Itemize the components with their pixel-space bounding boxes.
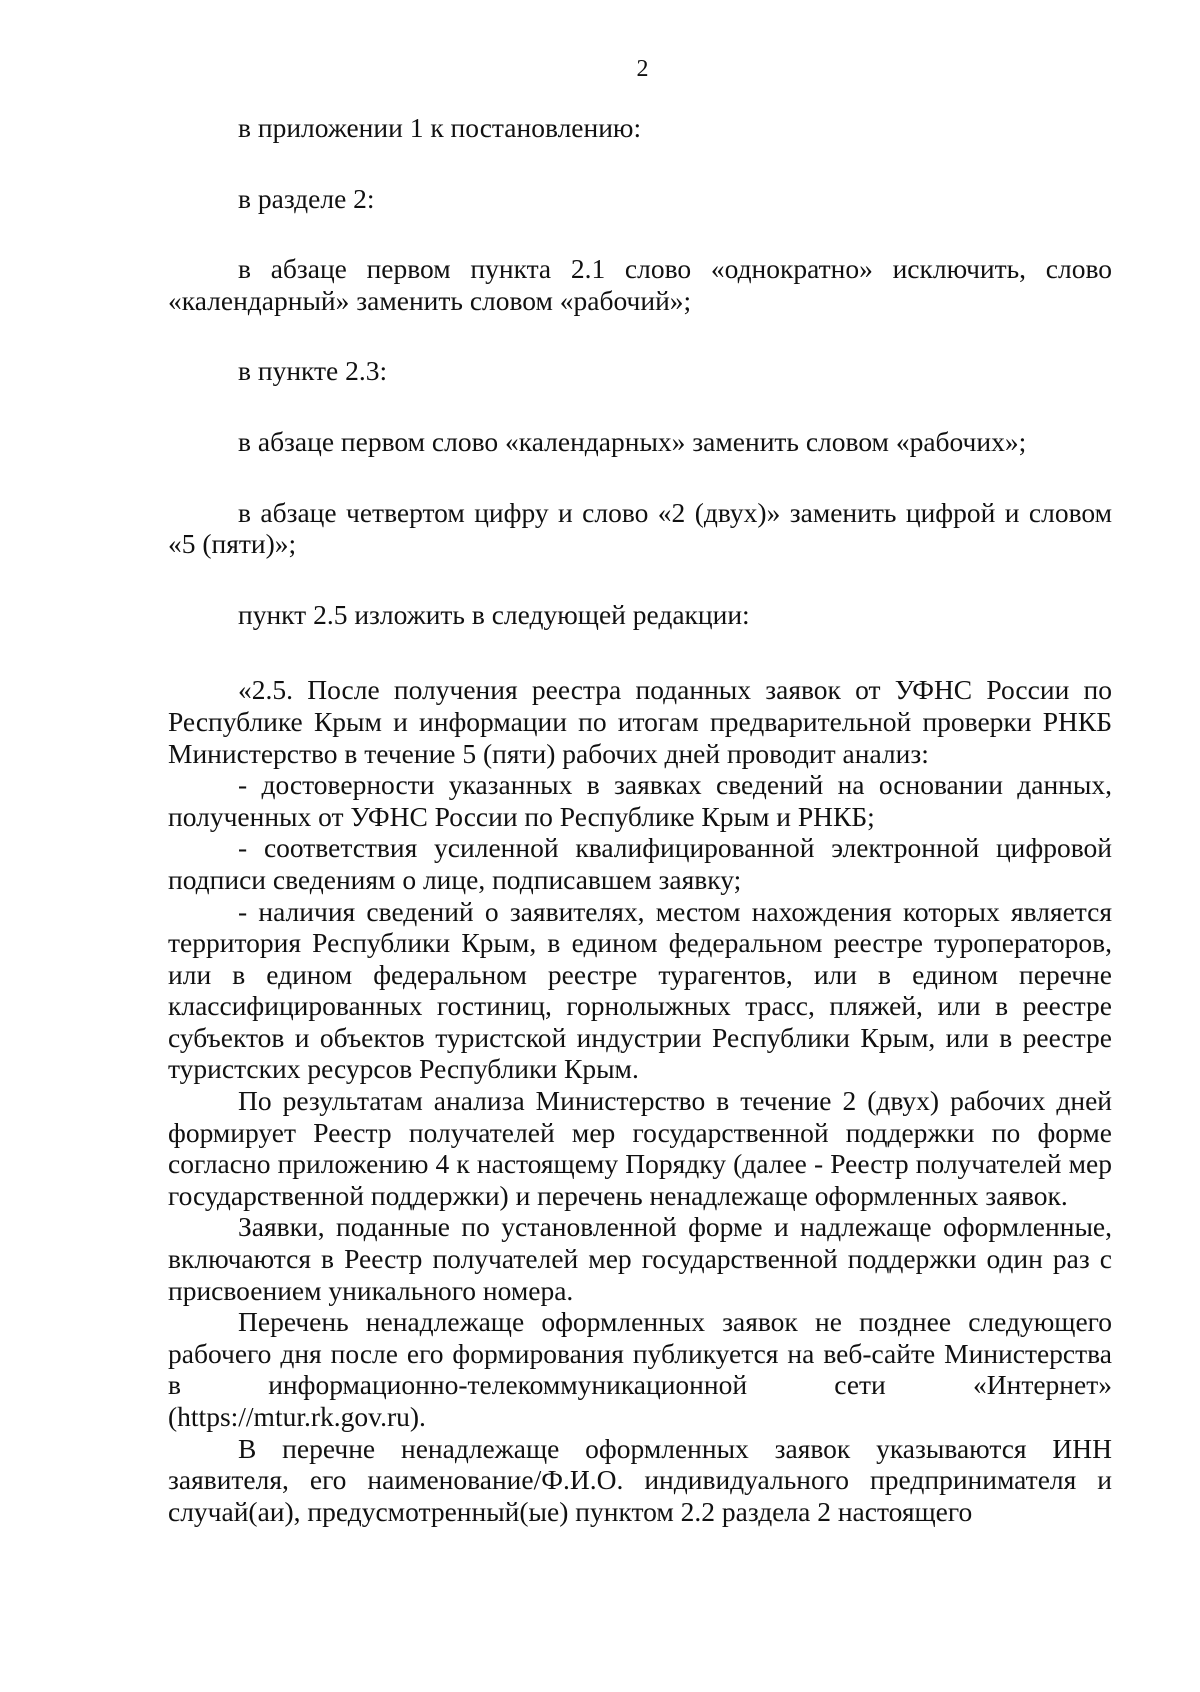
paragraph-appendix-intro: в приложении 1 к постановлению: xyxy=(238,112,642,143)
list-item-registry: - наличия сведений о заявителях, местом нахождения которых является территория Республики Крым, в едином федеральном реестре туроператоров, или в едином федеральном реестре турагентов, или в едином перечне классифицированных гостиниц, горнолыжных трасс, пляжей, или в реестре субъектов и объектов туристской индустрии Республики Крым, или в реестре туристских ресурсов Республики Крым. xyxy=(168,895,1112,1085)
list-item-signature: - соответствия усиленной квалифицированной электронной цифровой подписи сведениям о лице, подписавшем заявку; xyxy=(168,832,1112,895)
paragraph-clause-2-3: в пункте 2.3: xyxy=(238,355,388,387)
paragraph-clause-2-3-first: в абзаце первом слово «календарных» заменить словом «рабочих»; xyxy=(238,425,1027,457)
paragraph-applications-included: Заявки, поданные по установленной форме и надлежаще оформленные, включаются в Реестр получателей мер государственной поддержки один раз с присвоением уникального номера. xyxy=(168,1211,1112,1306)
document-body xyxy=(168,112,1112,1527)
paragraph-section-2: в разделе 2: xyxy=(238,182,375,214)
paragraph-clause-2-5-intro: пункт 2.5 изложить в следующей редакции: xyxy=(238,598,750,630)
page-number: 2 xyxy=(636,56,649,82)
paragraph-improper-list-contents: В перечне ненадлежаще оформленных заявок указываются ИНН заявителя, его наименование/Ф.И.О. индивидуального предпринимателя и случай(аи), предусмотренный(ые) пунктом 2.2 раздела 2 настоящего xyxy=(168,1432,1112,1527)
paragraph-clause-2-3-fourth: в абзаце четвертом цифру и слово «2 (двух)» заменить цифрой и словом «5 (пяти)»; xyxy=(168,496,1112,560)
list-item-reliability: - достоверности указанных в заявках сведений на основании данных, полученных от УФНС России по Республике Крым и РНКБ; xyxy=(168,769,1112,832)
paragraph-analysis-results: По результатам анализа Министерство в течение 2 (двух) рабочих дней формирует Реестр получателей мер государственной поддержки по форме согласно приложению 4 к настоящему Порядку (далее - Реестр получателей мер государственной поддержки) и перечень ненадлежаще оформленных заявок. xyxy=(168,1085,1112,1211)
paragraph-clause-2-1: в абзаце первом пункта 2.1 слово «однократно» исключить, слово «календарный» заменить словом «рабочий»; xyxy=(168,253,1112,316)
paragraph-clause-2-5-text: «2.5. После получения реестра поданных заявок от УФНС России по Республике Крым и информации по итогам предварительной проверки РНКБ Министерство в течение 5 (пяти) рабочих дней проводит анализ: xyxy=(168,674,1112,769)
paragraph-improper-list-publication: Перечень ненадлежаще оформленных заявок не позднее следующего рабочего дня после его формирования публикуется на веб-сайте Министерства в информационно-телекоммуникационной сети «Интернет» (https://mtur.rk.gov.ru). xyxy=(168,1306,1112,1432)
